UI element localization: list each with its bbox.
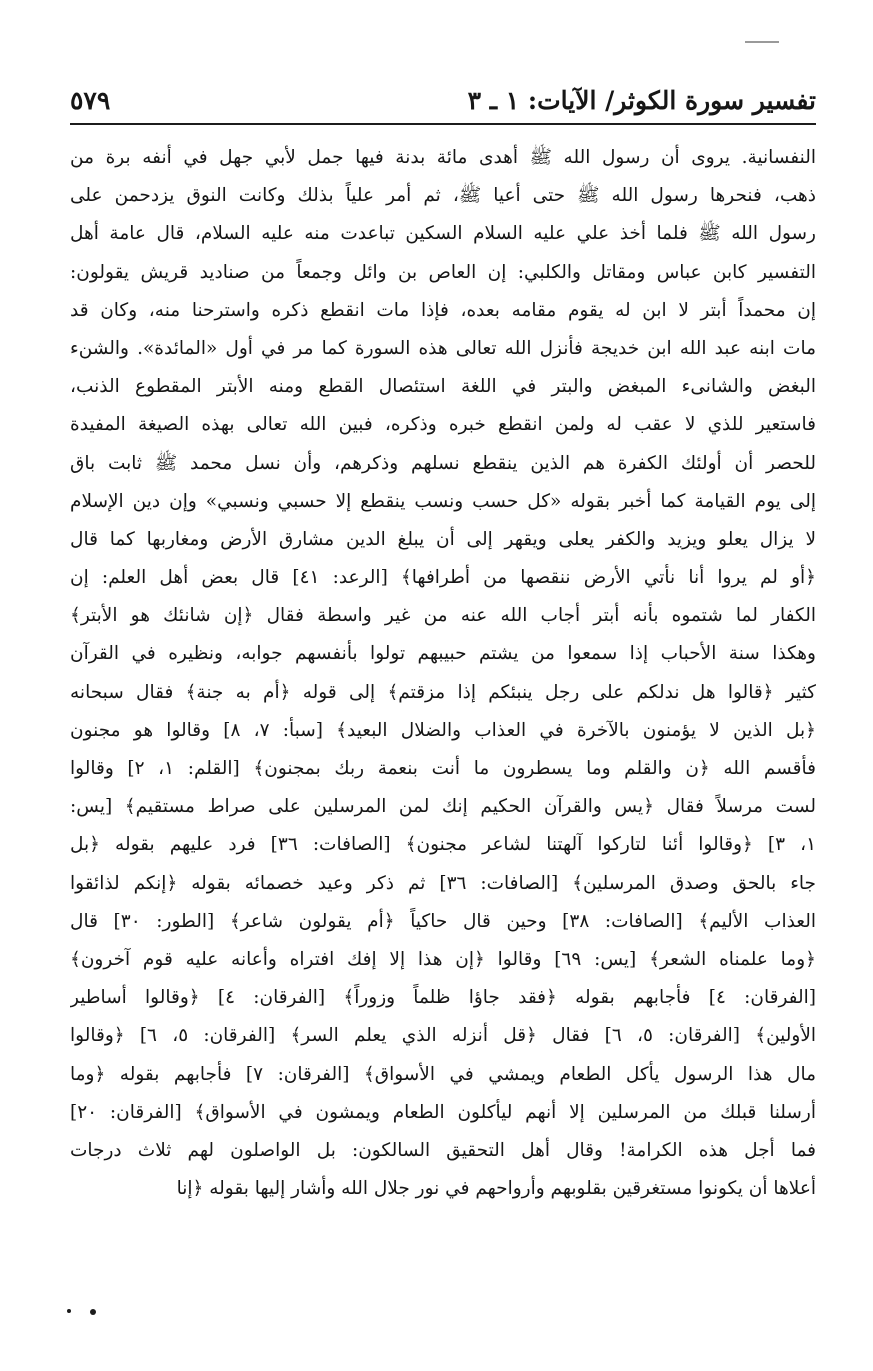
text-line: العذاب الأليم﴾ [الصافات: ٣٨] وحين قال حاكياً ﴿أم يقولون شاعر﴾ [الطور: ٣٠] قال (70, 910, 816, 932)
text-line: مات ابنه عبد الله ابن خديجة فأنزل الله تعالى هذه السورة كما مر في أول «المائدة». والشنء (70, 337, 816, 359)
text-line: إن محمداً أبتر لا ابن له يقوم مقامه بعده، فإذا مات انقطع ذكره واسترحنا منه، وكان قد (70, 299, 816, 321)
text-line: ﴿بل الذين لا يؤمنون بالآخرة في العذاب والضلال البعيد﴾ [سبأ: ٧، ٨] وقالوا هو مجنون (70, 719, 816, 741)
text-line: للحصر أن أولئك الكفرة هم الذين ينقطع نسلهم وذكرهم، وأن نسل محمد ﷺ ثابت باق (70, 452, 816, 474)
text-line: لا يزال يعلو ويزيد والكفر يعلى ويقهر إلى أن يبلغ الدين مشارق الأرض ومغاربها كما قال (70, 528, 816, 550)
text-line: إلى يوم القيامة كما أخبر بقوله «كل حسب ونسب ينقطع إلا حسبي ونسبي» وإن دين الإسلام (70, 490, 816, 512)
text-line: ١، ٣] ﴿وقالوا أئنا لتاركوا آلهتنا لشاعر مجنون﴾ [الصافات: ٣٦] فرد عليهم بقوله ﴿بل (70, 834, 816, 856)
text-line: ﴿أو لم يروا أنا نأتي الأرض ننقصها من أطرافها﴾ [الرعد: ٤١] قال بعض أهل العلم: إن (70, 567, 816, 589)
text-line: أرسلنا قبلك من المرسلين إلا أنهم ليأكلون الطعام ويمشون في الأسواق﴾ [الفرقان: ٢٠] (70, 1101, 816, 1123)
text-line: فما أجل هذه الكرامة! وقال أهل التحقيق السالكون: بل الواصلون لهم ثلاث درجات (70, 1139, 816, 1161)
text-line: الأولين﴾ [الفرقان: ٥، ٦] فقال ﴿قل أنزله الذي يعلم السر﴾ [الفرقان: ٥، ٦] ﴿وقالوا (70, 1025, 816, 1047)
text-line: لست مرسلاً فقال ﴿يس والقرآن الحكيم إنك لمن المرسلين على صراط مستقيم﴾ [يس: (70, 796, 816, 818)
text-line: النفسانية. يروى أن رسول الله ﷺ أهدى مائة بدنة فيها جمل لأبي جهل في أنفه برة من (70, 147, 816, 168)
running-title: تفسير سورة الكوثر/ الآيات: ١ ـ ٣ (467, 85, 816, 115)
header-rule (70, 123, 816, 125)
text-line: البغض والشانىء المبغض والبتر في اللغة استئصال القطع ومنه الأبتر المقطوع الذنب، (70, 376, 816, 398)
bottom-margin-dot (90, 1309, 96, 1315)
text-line: كثير ﴿قالوا هل ندلكم على رجل ينبئكم إذا مزقتم﴾ إلى قوله ﴿أم به جنة﴾ فقال سبحانه (70, 681, 816, 703)
page-number: ٥٧٩ (70, 85, 111, 115)
text-line: رسول الله ﷺ فلما أخذ علي عليه السلام السكين تباعدت منه عليه السلام، قال عامة أهل (70, 223, 816, 245)
top-margin-mark (745, 41, 779, 43)
text-line: فاستعير للذي لا عقب له ولمن انقطع خبره وذكره، فبين الله تعالى بهذه الصيغة المفيدة (70, 414, 816, 436)
bottom-margin-dot (67, 1309, 71, 1313)
page-header (70, 82, 816, 118)
text-line: مال هذا الرسول يأكل الطعام ويمشي في الأسواق﴾ [الفرقان: ٧] فأجابهم بقوله ﴿وما (70, 1063, 816, 1085)
text-line: فأقسم الله ﴿ن والقلم وما يسطرون ما أنت بنعمة ربك بمجنون﴾ [القلم: ١، ٢] وقالوا (70, 758, 816, 779)
body-text (70, 139, 816, 1208)
text-line: أعلاها أن يكونوا مستغرقين بقلوبهم وأرواحهم في نور جلال الله وأشار إليها بقوله ﴿إنا (176, 1178, 816, 1200)
text-line: ذهب، فنحرها رسول الله ﷺ حتى أعيا ﷺ، ثم أمر علياً بذلك وكانت النوق يزدحمن على (70, 185, 816, 207)
text-line: التفسير كابن عباس ومقاتل والكلبي: إن العاص بن وائل وجمعاً من صناديد قريش يقولون: (70, 261, 816, 283)
text-line: الكفار لما شتموه بأنه أبتر أجاب الله عنه من غير واسطة فقال ﴿إن شانئك هو الأبتر﴾ (70, 605, 816, 627)
text-line: جاء بالحق وصدق المرسلين﴾ [الصافات: ٣٦] ثم ذكر وعيد خصمائه بقوله ﴿إنكم لذائقوا (70, 872, 816, 894)
text-line: ﴿وما علمناه الشعر﴾ [يس: ٦٩] وقالوا ﴿إن هذا إلا إفك افتراه وأعانه عليه قوم آخرون﴾ (70, 948, 816, 970)
text-line: وهكذا سنة الأحباب إذا سمعوا من يشتم حبيبهم تولوا بأنفسهم جوابه، ونظيره في القرآن (70, 643, 816, 665)
text-line: [الفرقان: ٤] فأجابهم بقوله ﴿فقد جاؤا ظلماً وزوراً﴾ [الفرقان: ٤] ﴿وقالوا أساطير (70, 987, 816, 1009)
